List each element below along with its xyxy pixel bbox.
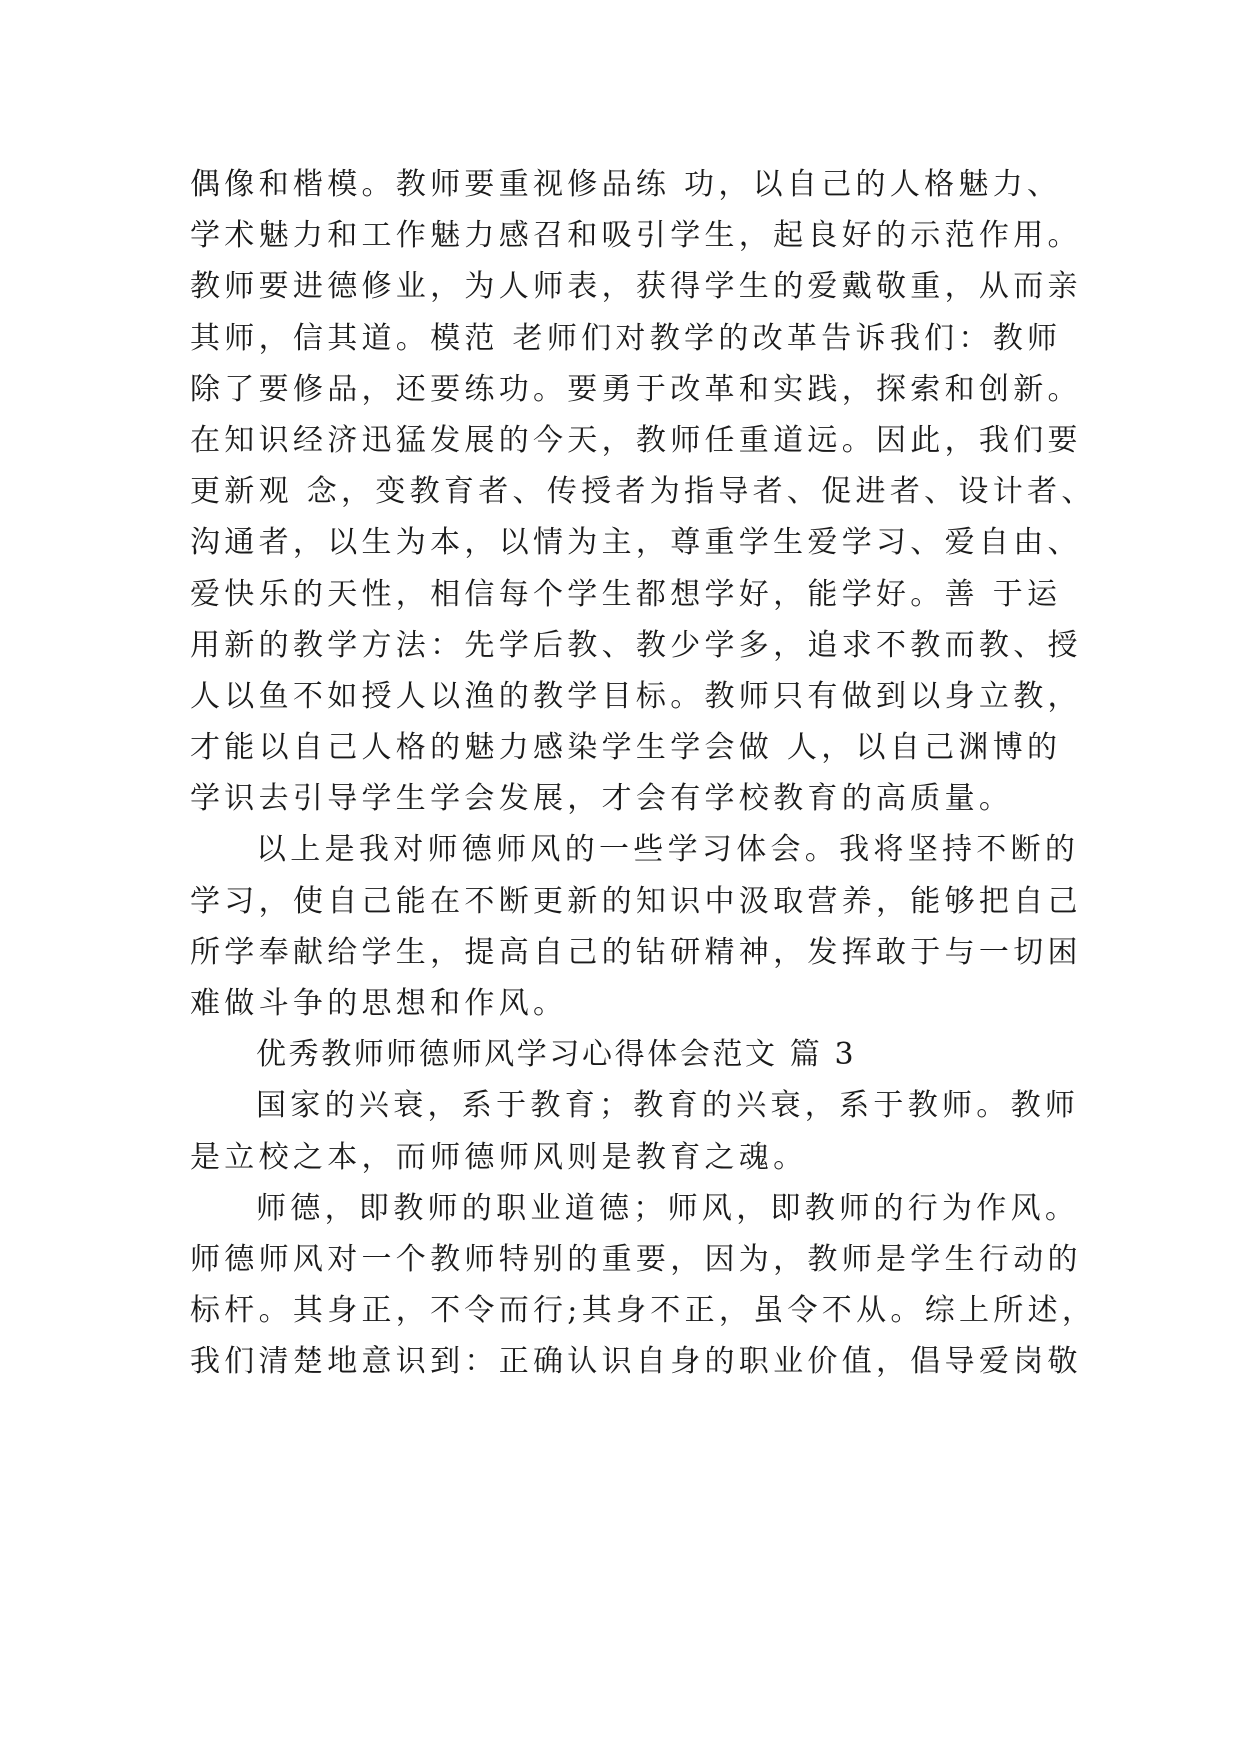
text-line: 用新的教学方法：先学后教、教少学多，追求不教而教、授	[190, 627, 1082, 663]
body-text	[190, 159, 1097, 1388]
text-line: 爱快乐的天性，相信每个学生都想学好，能学好。善 于运	[190, 576, 1062, 612]
text-line: 教师要进德修业，为人师表，获得学生的爱戴敬重，从而亲	[190, 269, 1082, 305]
paragraph-start-line: 以上是我对师德师风的一些学习体会。我将坚持不断的	[256, 832, 1080, 868]
text-line: 学识去引导学生学会发展，才会有学校教育的高质量。	[190, 781, 1014, 817]
text-line: 我们清楚地意识到：正确认识自身的职业价值，倡导爱岗敬	[190, 1344, 1082, 1380]
text-line: 才能以自己人格的魅力感染学生学会做 人，以自己渊博的	[190, 730, 1062, 766]
text-line: 人以鱼不如授人以渔的教学目标。教师只有做到以身立教，	[190, 678, 1082, 714]
text-line: 是立校之本，而师德师风则是教育之魂。	[190, 1139, 808, 1175]
text-line: 更新观 念，变教育者、传授者为指导者、促进者、设计者、	[190, 474, 1096, 510]
text-line: 师德师风对一个教师特别的重要，因为，教师是学生行动的	[190, 1241, 1082, 1277]
paragraph-start-line: 国家的兴衰，系于教育；教育的兴衰，系于教师。教师	[256, 1088, 1080, 1124]
section-heading: 优秀教师师德师风学习心得体会范文 篇 3	[256, 1037, 857, 1073]
text-line: 标杆。其身正，不令而行;其身不正，虽令不从。综上所述，	[190, 1293, 1097, 1329]
text-line: 难做斗争的思想和作风。	[190, 986, 568, 1021]
text-line: 学习，使自己能在不断更新的知识中汲取营养，能够把自己	[190, 883, 1082, 919]
text-line: 除了要修品，还要练功。要勇于改革和实践，探索和创新。	[190, 371, 1082, 407]
text-line: 偶像和楷模。教师要重视修品练 功，以自己的人格魅力、	[190, 167, 1062, 202]
text-line: 沟通者，以生为本，以情为主，尊重学生爱学习、爱自由、	[190, 525, 1082, 561]
paragraph-start-line: 师德，即教师的职业道德；师风，即教师的行为作风。	[256, 1190, 1080, 1226]
text-line: 在知识经济迅猛发展的今天，教师任重道远。因此，我们要	[190, 422, 1082, 458]
text-line: 所学奉献给学生，提高自己的钻研精神，发挥敢于与一切困	[190, 934, 1082, 970]
text-line: 学术魅力和工作魅力感召和吸引学生，起良好的示范作用。	[190, 218, 1082, 254]
text-line: 其师，信其道。模范 老师们对教学的改革告诉我们：教师	[190, 320, 1062, 356]
